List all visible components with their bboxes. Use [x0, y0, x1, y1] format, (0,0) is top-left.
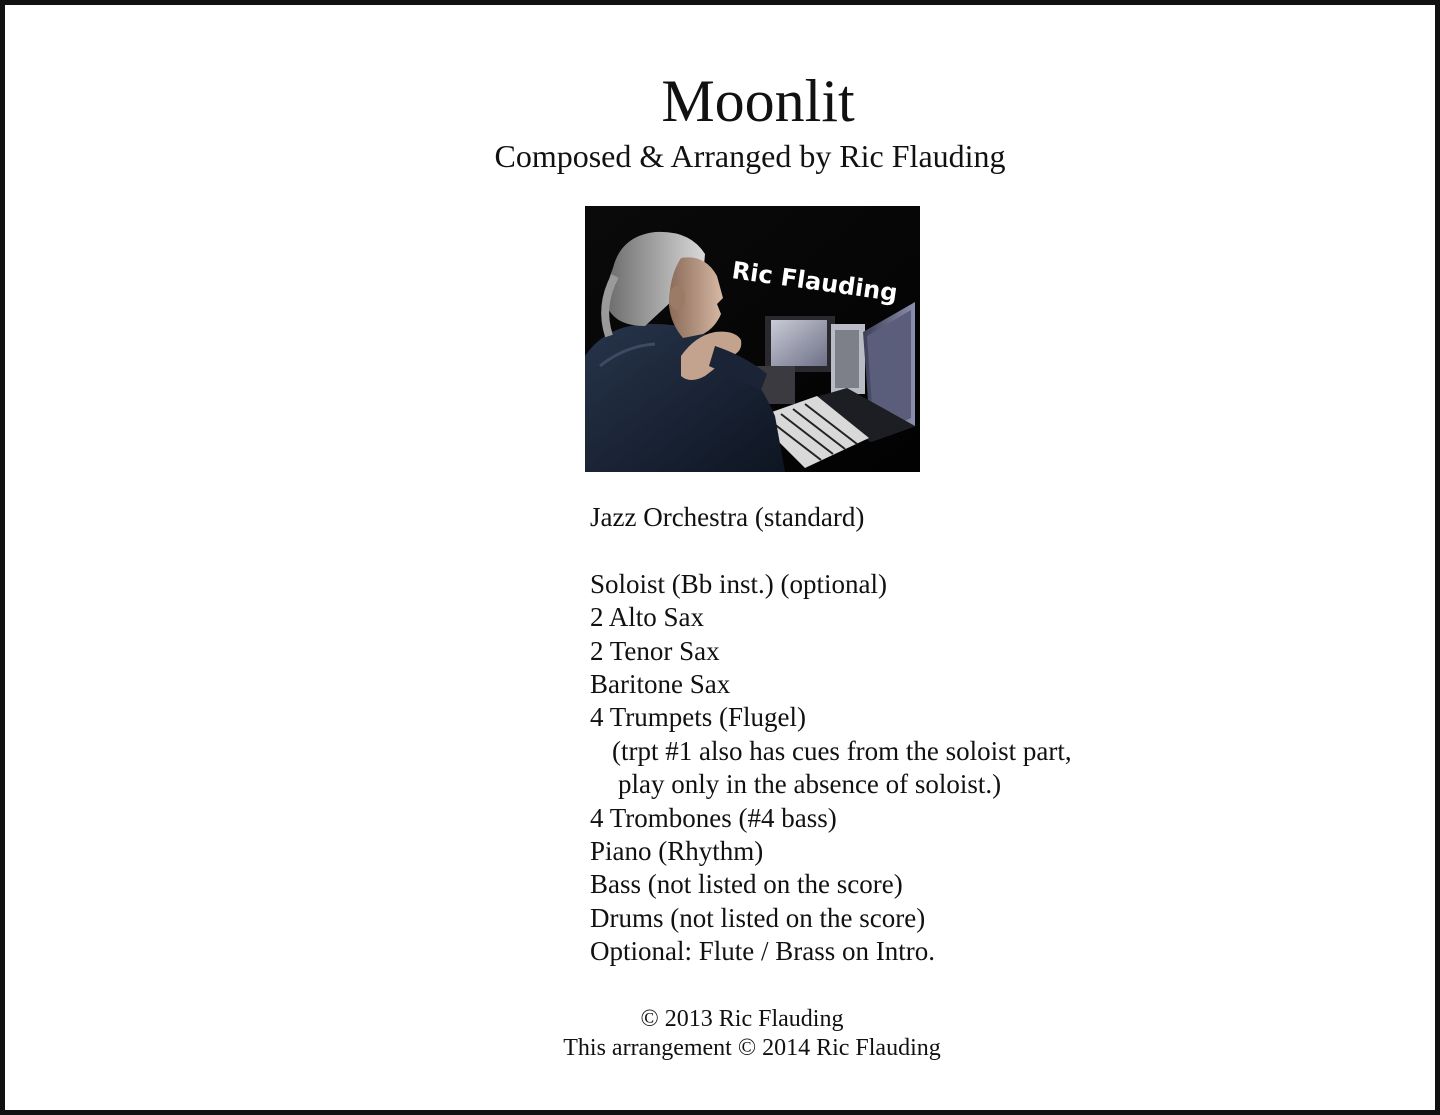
instrument-item: Piano (Rhythm): [590, 836, 764, 867]
ensemble-label: Jazz Orchestra (standard): [590, 502, 865, 532]
spacer: [590, 534, 1072, 567]
instrument-item: Optional: Flute / Brass on Intro.: [590, 936, 935, 967]
trumpet-note: play only in the absence of soloist.): [618, 769, 1002, 800]
instrumentation-list: [590, 501, 1072, 969]
instrument-item: 2 Alto Sax: [590, 602, 705, 633]
instrument-item: Bass (not listed on the score): [590, 869, 903, 900]
trumpet-note: (trpt #1 also has cues from the soloist part,: [612, 735, 1072, 766]
instrument-item: 4 Trumpets (Flugel): [590, 702, 807, 733]
composer-photo: [585, 206, 920, 472]
page-title: Moonlit: [661, 68, 855, 134]
instrument-item: Baritone Sax: [590, 669, 731, 700]
photo-caption: Ric Flauding: [730, 256, 900, 308]
composer-credit: Composed & Arranged by Ric Flauding: [494, 138, 1006, 174]
copyright-arrangement: This arrangement © 2014 Ric Flauding: [563, 1035, 941, 1061]
instrument-item: Drums (not listed on the score): [590, 902, 926, 933]
instrument-item: Soloist (Bb inst.) (optional): [590, 568, 887, 599]
instrument-item: 2 Tenor Sax: [590, 635, 720, 666]
instrument-item: 4 Trombones (#4 bass): [590, 802, 837, 833]
copyright-composition: © 2013 Ric Flauding: [640, 1006, 844, 1032]
